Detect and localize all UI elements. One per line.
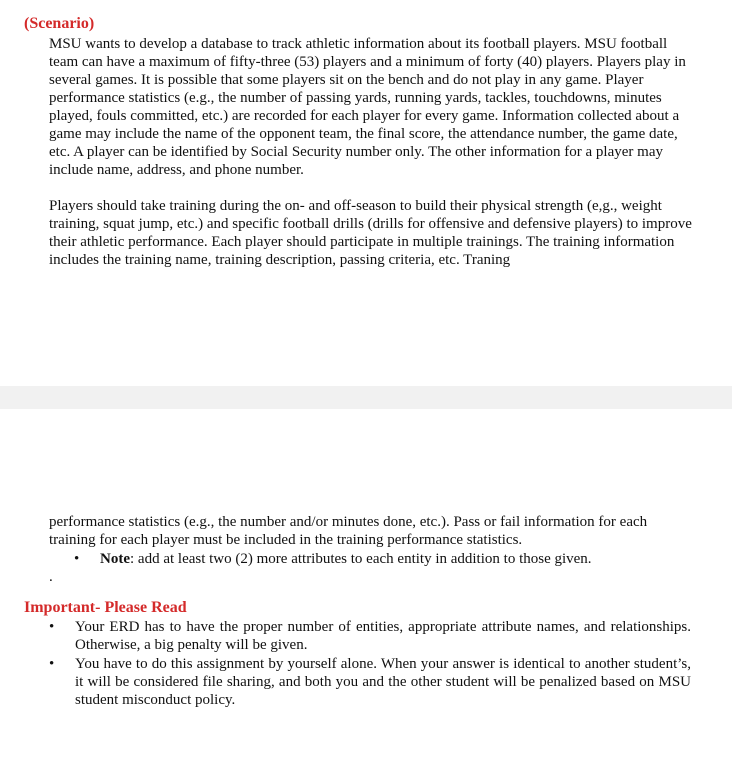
important-bullet-2: • (49, 656, 55, 672)
page-break-gap (0, 386, 732, 409)
important-item-1: Your ERD has to have the proper number of entities, appropriate attribute names, and relationships. Otherwise, a big penalty will be given. (75, 619, 691, 653)
note-label: Note (100, 551, 130, 567)
note-item (100, 550, 700, 568)
document-page-2 (0, 409, 732, 760)
important-bullet-1: • (49, 619, 55, 635)
stray-period: . (49, 569, 53, 585)
note-bullet: • (74, 551, 80, 567)
scenario-paragraph-2-part-1: Players should take training during the on- and off-season to build their physical strength (e,g., weight training, squat jump, etc.) and specific football drills (drills for offensive and defensive players) to improve their athletic performance. Each player should participate in multiple trainings. The training information includes the training name, training description, passing criteria, etc. Traning (49, 198, 692, 268)
important-heading: Important- Please Read (24, 599, 187, 616)
scenario-paragraph-1: MSU wants to develop a database to track athletic information about its football players. MSU football team can have a maximum of fifty-three (53) players and a minimum of forty (40) players. Players play in several games. It is possible that some players sit on the bench and do not play in any game. Player performance statistics (e.g., the number of passing yards, running yards, tackles, touchdowns, minutes played, fouls committed, etc.) are recorded for each player for every game. Information collected about a game may include the name of the opponent team, the final score, the attendance number, the game date, etc. A player can be identified by Social Security number only. The other information for a player may include name, address, and phone number. (49, 36, 686, 178)
scenario-heading: (Scenario) (24, 15, 95, 32)
scenario-paragraph-2-part-2: performance statistics (e.g., the number and/or minutes done, etc.). Pass or fail information for each training for each player must be included in the training performance statistics. (49, 514, 648, 548)
important-item-2: You have to do this assignment by yourself alone. When your answer is identical to another student’s, it will be considered file sharing, and both you and the other student will be penalized based on MSU student misconduct policy. (75, 656, 691, 708)
note-text: : add at least two (2) more attributes to each entity in addition to those given. (130, 551, 592, 567)
